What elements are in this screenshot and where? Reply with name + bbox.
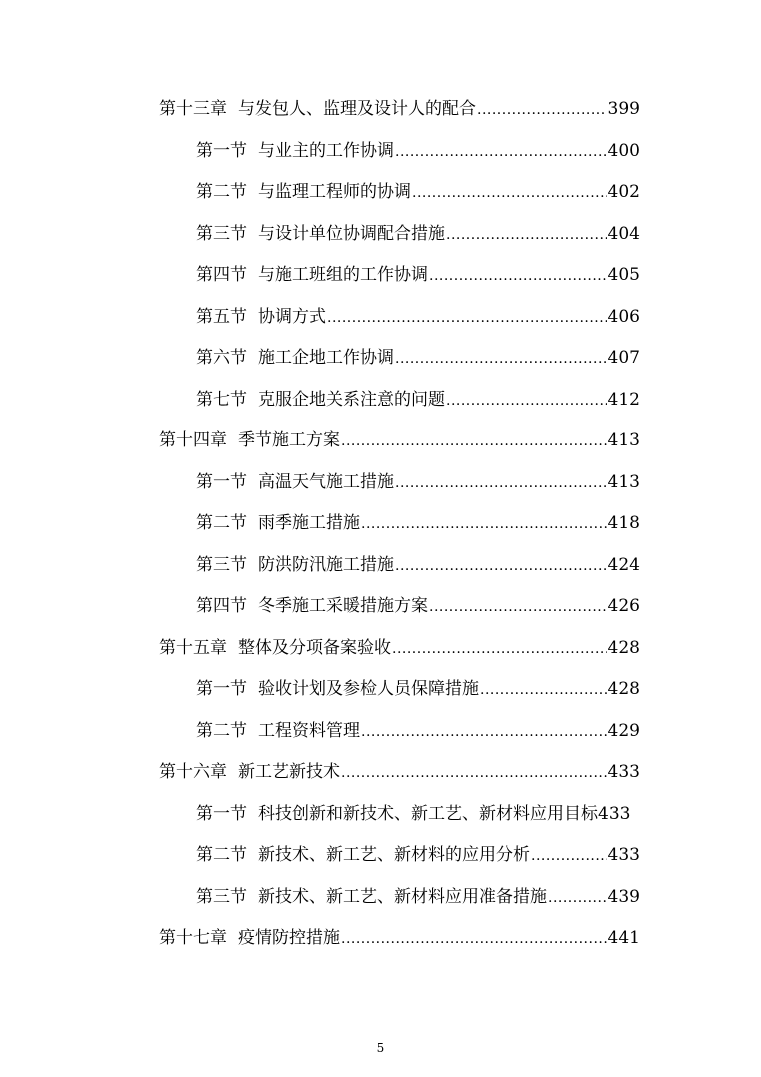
toc-label: 第七节 — [196, 390, 247, 410]
toc-page-number: 405 — [607, 265, 640, 285]
toc-title: 疫情防控措施 — [238, 928, 340, 948]
toc-label: 第四节 — [196, 596, 247, 616]
page-number: 5 — [376, 1041, 385, 1055]
toc-title: 新技术、新工艺、新材料应用准备措施 — [258, 887, 547, 907]
toc-entry-section[interactable] — [196, 343, 640, 373]
toc-title: 与监理工程师的协调 — [258, 182, 411, 202]
toc-page-number: 402 — [607, 182, 640, 202]
toc-entry-chapter-13[interactable] — [159, 94, 640, 124]
toc-label: 第三节 — [196, 887, 247, 907]
toc-title: 工程资料管理 — [258, 721, 360, 741]
toc-leader-dots — [531, 841, 607, 871]
toc-title: 验收计划及参检人员保障措施 — [258, 679, 479, 699]
toc-page-number: 404 — [607, 224, 640, 244]
toc-leader-dots — [429, 261, 607, 291]
toc-page-number: 406 — [607, 307, 640, 327]
toc-label: 第三节 — [196, 555, 247, 575]
toc-entry-section[interactable] — [196, 177, 640, 207]
toc-title: 施工企地工作协调 — [258, 348, 394, 368]
toc-leader-dots — [548, 883, 607, 913]
toc-page-number: 424 — [607, 555, 640, 575]
toc-page-number: 413 — [607, 472, 640, 492]
toc-leader-dots — [395, 551, 607, 581]
toc-leader-dots — [446, 386, 607, 416]
toc-title: 防洪防汛施工措施 — [258, 555, 394, 575]
toc-title: 克服企地关系注意的问题 — [258, 390, 445, 410]
toc-page-number: 428 — [607, 638, 640, 658]
toc-page-number: 426 — [607, 596, 640, 616]
toc-entry-section[interactable] — [196, 674, 640, 704]
toc-label: 第十六章 — [159, 762, 227, 782]
toc-page-number: 429 — [607, 721, 640, 741]
toc-entry-section[interactable] — [196, 591, 640, 621]
toc-label: 第三节 — [196, 224, 247, 244]
toc-entry-section[interactable] — [196, 385, 640, 415]
toc-leader-dots — [429, 592, 607, 622]
toc-label: 第四节 — [196, 265, 247, 285]
toc-leader-dots — [480, 675, 607, 705]
toc-leader-dots — [477, 95, 607, 125]
toc-title: 整体及分项备案验收 — [238, 638, 391, 658]
toc-title: 与设计单位协调配合措施 — [258, 224, 445, 244]
toc-leader-dots — [395, 137, 607, 167]
toc-label: 第十七章 — [159, 928, 227, 948]
toc-page-number: 439 — [607, 887, 640, 907]
toc-title: 冬季施工采暖措施方案 — [258, 596, 428, 616]
toc-page-number: 433 — [607, 845, 640, 865]
toc-page-number: 428 — [607, 679, 640, 699]
toc-title: 与施工班组的工作协调 — [258, 265, 428, 285]
toc-title: 科技创新和新技术、新工艺、新材料应用目标 — [258, 804, 598, 824]
toc-title: 高温天气施工措施 — [258, 472, 394, 492]
toc-title: 雨季施工措施 — [258, 513, 360, 533]
toc-label: 第一节 — [196, 679, 247, 699]
toc-label: 第五节 — [196, 307, 247, 327]
toc-title: 协调方式 — [258, 307, 326, 327]
toc-page-number: 399 — [607, 99, 640, 119]
toc-label: 第一节 — [196, 472, 247, 492]
toc-leader-dots — [361, 509, 607, 539]
toc-leader-dots — [361, 717, 607, 747]
toc-label: 第二节 — [196, 845, 247, 865]
toc-entry-chapter-14[interactable] — [159, 425, 640, 455]
toc-leader-dots — [412, 178, 607, 208]
toc-title: 与发包人、监理及设计人的配合 — [238, 99, 476, 119]
toc-label: 第一节 — [196, 804, 247, 824]
toc-entry-section[interactable] — [196, 467, 640, 497]
toc-entry-section[interactable] — [196, 799, 662, 829]
toc-title: 与业主的工作协调 — [258, 141, 394, 161]
toc-leader-dots — [327, 303, 607, 333]
toc-page-number: 413 — [607, 430, 640, 450]
toc-label: 第二节 — [196, 721, 247, 741]
toc-page-number: 418 — [607, 513, 640, 533]
toc-entry-section[interactable] — [196, 260, 640, 290]
toc-leader-dots — [341, 758, 607, 788]
toc-page-number: 441 — [607, 928, 640, 948]
toc-label: 第二节 — [196, 513, 247, 533]
toc-page-number: 433 — [598, 804, 631, 824]
toc-entry-section[interactable] — [196, 219, 640, 249]
toc-page-number: 412 — [607, 390, 640, 410]
toc-entry-section[interactable] — [196, 136, 640, 166]
toc-label: 第十四章 — [159, 430, 227, 450]
toc-entry-section[interactable] — [196, 550, 640, 580]
toc-entry-chapter-16[interactable] — [159, 757, 640, 787]
toc-leader-dots — [395, 468, 607, 498]
toc-title: 季节施工方案 — [238, 430, 340, 450]
toc-page-number: 400 — [607, 141, 640, 161]
toc-leader-dots — [446, 220, 607, 250]
toc-title: 新工艺新技术 — [238, 762, 340, 782]
toc-leader-dots — [392, 634, 607, 664]
toc-page-number: 433 — [607, 762, 640, 782]
toc-label: 第二节 — [196, 182, 247, 202]
toc-entry-section[interactable] — [196, 716, 640, 746]
toc-leader-dots — [341, 924, 607, 954]
toc-label: 第十五章 — [159, 638, 227, 658]
toc-entry-section[interactable] — [196, 508, 640, 538]
toc-label: 第十三章 — [159, 99, 227, 119]
toc-entry-section[interactable] — [196, 302, 640, 332]
toc-leader-dots — [395, 344, 607, 374]
toc-page-number: 407 — [607, 348, 640, 368]
toc-label: 第六节 — [196, 348, 247, 368]
toc-entry-section[interactable] — [196, 882, 640, 912]
toc-label: 第一节 — [196, 141, 247, 161]
toc-entry-section[interactable] — [196, 840, 640, 870]
toc-entry-chapter-17[interactable] — [159, 923, 640, 953]
toc-leader-dots — [341, 426, 607, 456]
toc-title: 新技术、新工艺、新材料的应用分析 — [258, 845, 530, 865]
toc-entry-chapter-15[interactable] — [159, 633, 640, 663]
